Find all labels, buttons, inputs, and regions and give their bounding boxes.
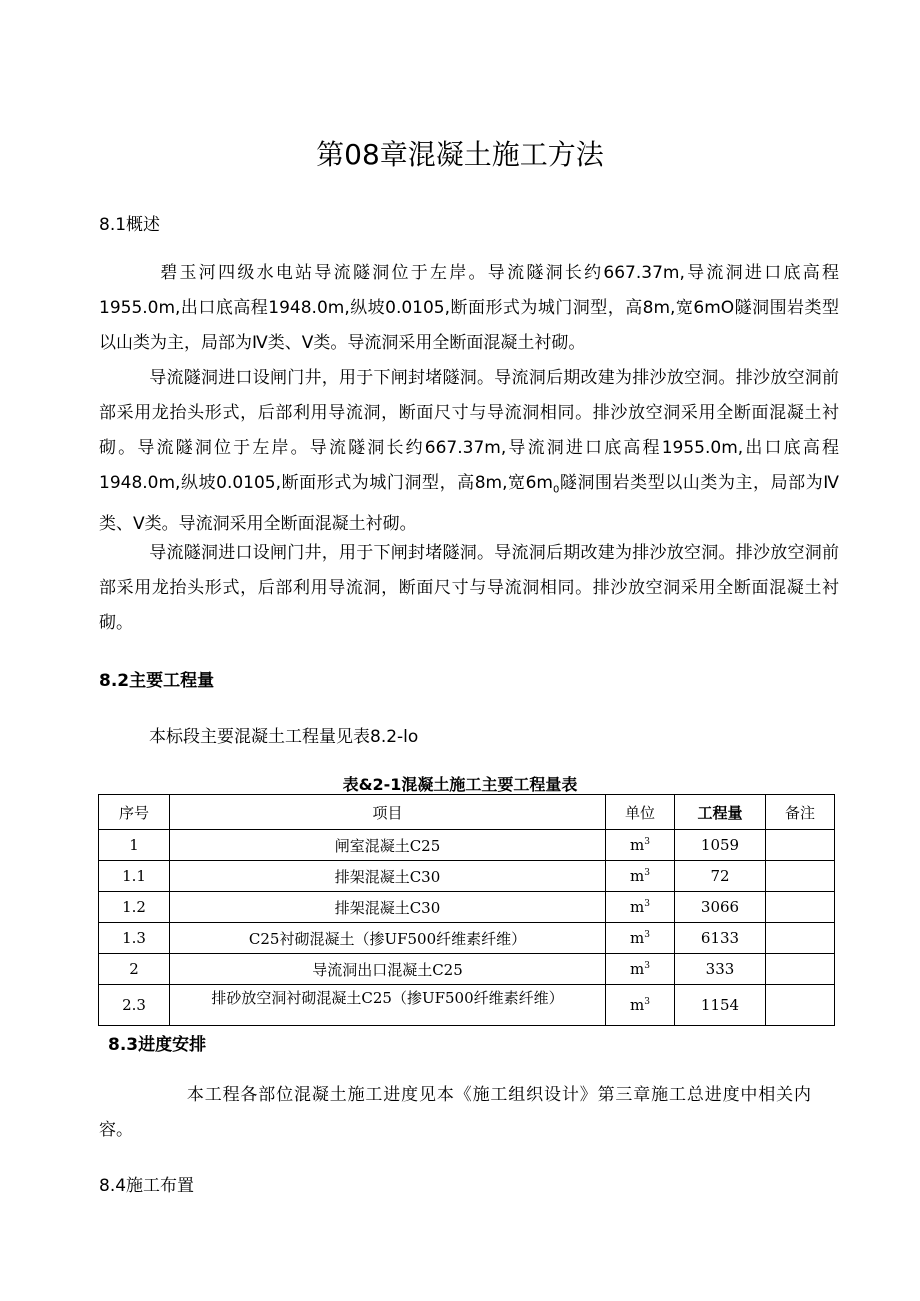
section-heading-8-4: 8.4施工布置 <box>99 1176 195 1196</box>
cell-item-text: 排砂放空洞衬砌混凝土C25（掺UF500纤维素纤维） <box>211 988 564 1007</box>
table-row <box>99 830 835 861</box>
unit-superscript: 3 <box>644 868 650 878</box>
cell-unit <box>606 954 675 985</box>
cell-note <box>766 985 835 1026</box>
paragraph-text: 导流隧洞进口设闸门井，用于下闸封堵隧洞。导流洞后期改建为排沙放空洞。排沙放空洞前部采用龙抬头形式，后部利用导流洞，断面尺寸与导流洞相同。排沙放空洞采用全断面混凝土衬砌。 <box>99 543 839 633</box>
cell-item: 导流洞出口混凝土C25 <box>170 954 606 985</box>
cell-no: 1.2 <box>99 892 170 923</box>
table-row <box>99 923 835 954</box>
section-heading-8-2: 8.2主要工程量 <box>99 671 215 691</box>
section-heading-8-3: 8.3进度安排 <box>108 1035 207 1055</box>
header-no: 序号 <box>99 795 170 830</box>
cell-item: 排架混凝土C30 <box>170 892 606 923</box>
cell-quantity: 1059 <box>675 830 766 861</box>
cell-note <box>766 861 835 892</box>
cell-item <box>170 985 606 1026</box>
cell-item: 闸室混凝土C25 <box>170 830 606 861</box>
unit-base: m <box>630 898 645 916</box>
cell-quantity: 6133 <box>675 923 766 954</box>
unit-superscript: 3 <box>644 837 650 847</box>
cell-no: 2.3 <box>99 985 170 1026</box>
unit-base: m <box>630 929 645 947</box>
header-item: 项目 <box>170 795 606 830</box>
unit-superscript: 3 <box>644 930 650 940</box>
cell-item: 排架混凝土C30 <box>170 861 606 892</box>
header-quantity: 工程量 <box>675 795 766 830</box>
paragraph-text: 碧玉河四级水电站导流隧洞位于左岸。导流隧洞长约667.37m,导流洞进口底高程1955.0m,出口底高程1948.0m,纵坡0.0105,断面形式为城门洞型，高8m,宽6mO隧洞围岩类型以山类为主，局部为Ⅳ类、Ⅴ类。导流洞采用全断面混凝土衬砌。 <box>99 263 839 353</box>
cell-unit <box>606 985 675 1026</box>
table-row <box>99 985 835 1026</box>
paragraph-text: 本工程各部位混凝土施工进度见本《施工组织设计》第三章施工总进度中相关内容。 <box>99 1085 811 1140</box>
cell-item: C25衬砌混凝土（掺UF500纤维素纤维） <box>170 923 606 954</box>
unit-base: m <box>630 867 645 885</box>
cell-note <box>766 923 835 954</box>
table-row <box>99 861 835 892</box>
cell-quantity: 1154 <box>675 985 766 1026</box>
paragraph-overview-3 <box>99 536 839 641</box>
table-header-row <box>99 795 835 830</box>
table-row <box>99 954 835 985</box>
paragraph-overview-2 <box>99 361 839 542</box>
header-unit: 单位 <box>606 795 675 830</box>
cell-unit <box>606 923 675 954</box>
cell-quantity: 333 <box>675 954 766 985</box>
paragraph-text-tail: 隧洞围岩类型以山类为主，局部为Ⅳ类、Ⅴ类。导流洞采用全断面混凝土衬砌。 <box>99 473 839 535</box>
cell-quantity: 72 <box>675 861 766 892</box>
cell-no: 2 <box>99 954 170 985</box>
page-title: 第08章混凝土施工方法 <box>316 138 604 171</box>
cell-unit <box>606 892 675 923</box>
subscript-zero: 0 <box>552 484 560 496</box>
section-heading-8-1: 8.1概述 <box>99 215 161 235</box>
paragraph-overview-1 <box>99 256 839 361</box>
cell-unit <box>606 830 675 861</box>
cell-no: 1.3 <box>99 923 170 954</box>
unit-base: m <box>630 996 645 1014</box>
cell-no: 1.1 <box>99 861 170 892</box>
cell-quantity: 3066 <box>675 892 766 923</box>
cell-unit <box>606 861 675 892</box>
unit-superscript: 3 <box>644 961 650 971</box>
table-intro: 本标段主要混凝土工程量见表8.2-lo <box>149 727 419 747</box>
cell-note <box>766 892 835 923</box>
paragraph-text: 导流隧洞进口设闸门井，用于下闸封堵隧洞。导流洞后期改建为排沙放空洞。排沙放空洞前部采用龙抬头形式，后部利用导流洞，断面尺寸与导流洞相同。排沙放空洞采用全断面混凝土衬砌。导流隧洞位于左岸。导流隧洞长约667.37m,导流洞进口底高程1955.0m,出口底高程1948.0m,纵坡0.0105,断面形式为城门洞型，高8m,宽6m <box>99 368 839 493</box>
quantities-table <box>98 794 835 1026</box>
cell-note <box>766 954 835 985</box>
unit-base: m <box>630 836 645 854</box>
unit-superscript: 3 <box>644 997 650 1007</box>
paragraph-schedule <box>99 1078 811 1148</box>
cell-no: 1 <box>99 830 170 861</box>
cell-note <box>766 830 835 861</box>
table-row <box>99 892 835 923</box>
table-caption: 表&2-1混凝土施工主要工程量表 <box>342 775 578 794</box>
unit-superscript: 3 <box>644 899 650 909</box>
unit-base: m <box>630 960 645 978</box>
header-note: 备注 <box>766 795 835 830</box>
